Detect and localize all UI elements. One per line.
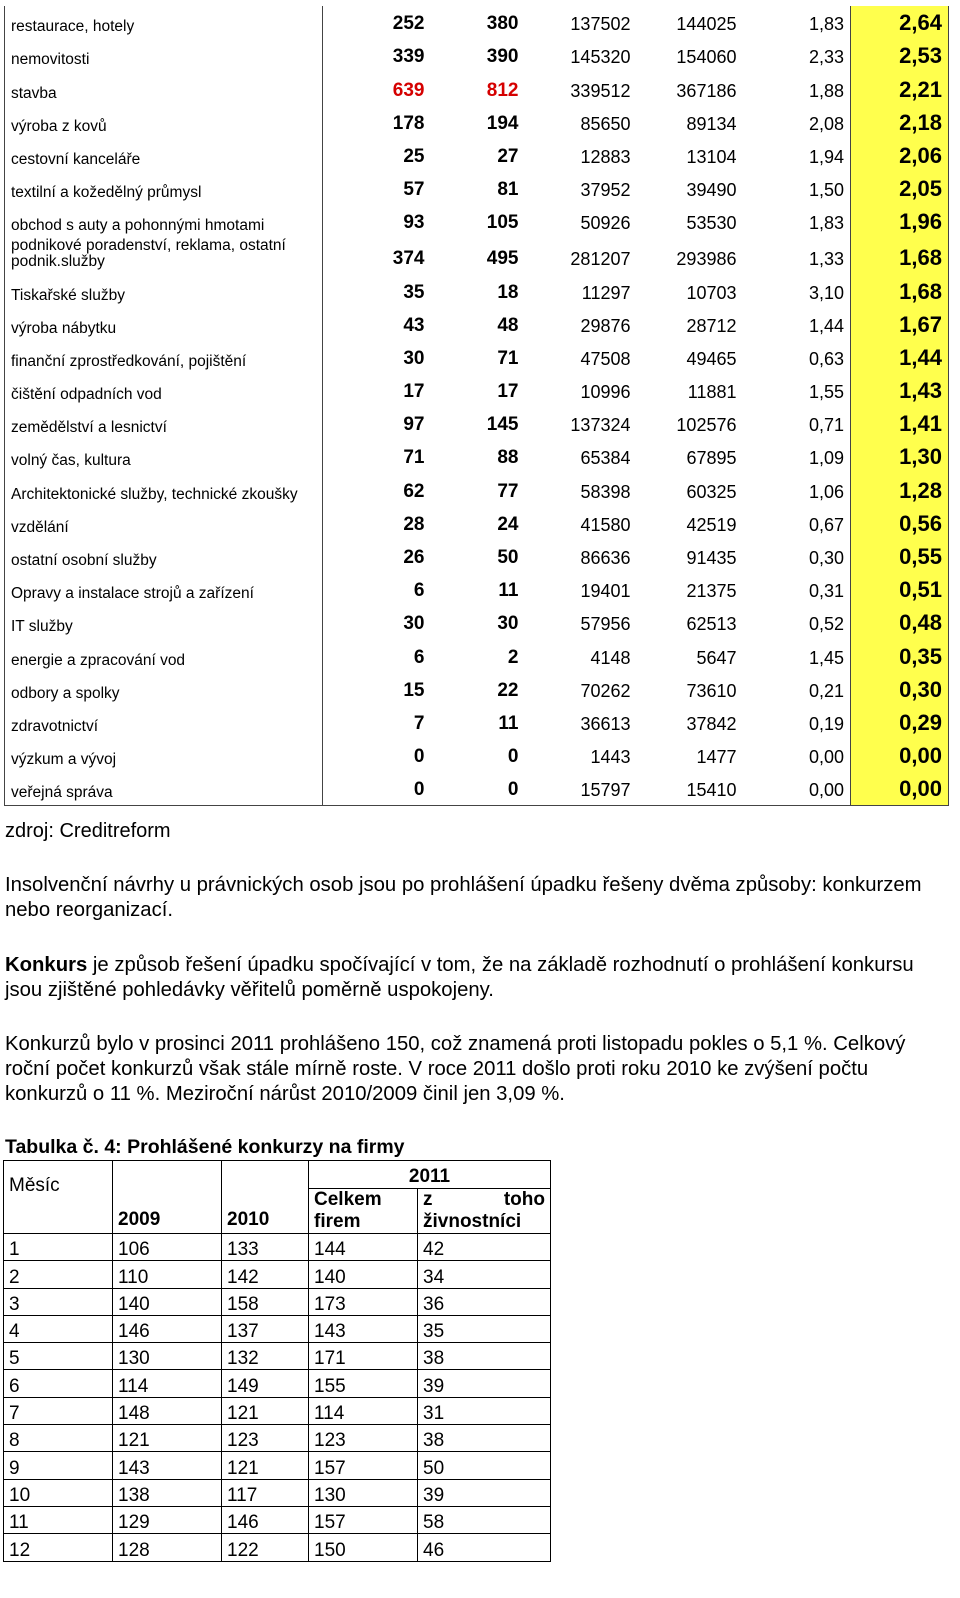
value-col2: 81 <box>497 179 519 201</box>
value-col4: 21375 <box>686 581 737 602</box>
industry-name: Tiskařské služby <box>5 274 323 307</box>
header-tradesmen <box>418 1189 551 1234</box>
header-tradesmen-line2: živnostníci <box>423 1211 522 1232</box>
value-col5: 0,19 <box>808 713 844 734</box>
value-col1: 62 <box>323 473 431 506</box>
count-2009: 129 <box>113 1506 222 1533</box>
value-col5: 0,31 <box>808 581 844 602</box>
value-col4: 367186 <box>676 80 737 101</box>
industry-row <box>5 39 949 72</box>
count-2011-total: 140 <box>309 1261 418 1288</box>
value-col3: 86636 <box>580 548 631 568</box>
header-tradesmen-word1: z <box>423 1189 433 1210</box>
industry-name: zemědělství a lesnictví <box>5 407 323 440</box>
industry-row <box>5 440 949 473</box>
bankruptcy-table-body <box>4 1234 551 1562</box>
index-value: 1,30 <box>851 440 949 473</box>
value-col1: 25 <box>323 139 431 172</box>
industry-name: podnikové poradenství, reklama, ostatní podnik.služby <box>5 238 323 274</box>
paragraph-konkurs <box>5 953 945 1003</box>
industry-row <box>5 473 949 506</box>
table-row <box>4 1425 551 1452</box>
index-value: 2,06 <box>851 139 949 172</box>
count-2010: 133 <box>222 1234 309 1261</box>
count-2010: 142 <box>222 1261 309 1288</box>
value-col2: 11 <box>498 712 519 734</box>
count-2010: 149 <box>222 1370 309 1397</box>
count-2011-tradesmen: 38 <box>418 1343 551 1370</box>
count-2009: 138 <box>113 1479 222 1506</box>
value-col4: 144025 <box>676 14 737 35</box>
header-2010: 2010 <box>222 1161 309 1234</box>
value-col2: 27 <box>497 145 519 167</box>
value-col3: 41580 <box>580 514 631 535</box>
table-row <box>4 1534 551 1561</box>
index-value: 2,18 <box>851 106 949 139</box>
month-cell: 8 <box>4 1425 113 1452</box>
value-col1: 7 <box>323 706 431 739</box>
bankruptcy-table-header <box>4 1161 551 1234</box>
value-col2: 2 <box>507 646 519 668</box>
index-value: 1,67 <box>851 308 949 341</box>
industry-name: textilní a kožedělný průmysl <box>5 172 323 205</box>
value-col2: 0 <box>431 772 525 805</box>
industry-name: ostatní osobní služby <box>5 540 323 573</box>
value-col1: 28 <box>323 507 431 540</box>
value-col5: 0,52 <box>808 614 844 635</box>
industry-row <box>5 238 949 274</box>
value-col4: 42519 <box>686 514 737 535</box>
table-row <box>4 1452 551 1479</box>
industry-row <box>5 106 949 139</box>
count-2011-tradesmen: 42 <box>418 1234 551 1261</box>
index-value: 2,64 <box>851 6 949 39</box>
value-col3: 36613 <box>580 713 631 734</box>
value-col1: 97 <box>323 407 431 440</box>
value-col5: 0,63 <box>808 348 844 369</box>
value-col1: 339 <box>323 39 431 72</box>
industry-name: veřejná správa <box>5 772 323 805</box>
index-value: 0,48 <box>851 606 949 639</box>
value-col5: 0,00 <box>743 772 851 805</box>
count-2009: 146 <box>113 1315 222 1342</box>
value-col5: 1,45 <box>808 647 844 668</box>
count-2011-total: 171 <box>309 1343 418 1370</box>
count-2011-total: 173 <box>309 1288 418 1315</box>
index-value: 0,35 <box>851 639 949 672</box>
value-col3: 19401 <box>580 581 631 602</box>
industry-row <box>5 407 949 440</box>
count-2011-tradesmen: 35 <box>418 1315 551 1342</box>
value-col1: 374 <box>323 238 431 274</box>
month-cell: 3 <box>4 1288 113 1315</box>
value-col5: 0,00 <box>808 747 844 768</box>
konkurs-term: Konkurs <box>5 954 88 976</box>
value-col3: 137502 <box>570 14 631 35</box>
value-col3: 339512 <box>570 80 631 101</box>
industry-name: restaurace, hotely <box>5 6 323 39</box>
value-col3: 70262 <box>580 680 631 701</box>
value-col2: 390 <box>486 46 519 68</box>
value-col5: 1,50 <box>808 180 844 201</box>
value-col3: 57956 <box>580 614 631 635</box>
value-col5: 2,33 <box>808 47 844 68</box>
industry-name: vzdělání <box>5 507 323 540</box>
index-value: 2,21 <box>851 72 949 105</box>
industry-name: stavba <box>5 72 323 105</box>
value-col1: 252 <box>323 6 431 39</box>
value-col3: 11297 <box>581 282 631 303</box>
month-cell: 2 <box>4 1261 113 1288</box>
value-col4: 154060 <box>676 47 737 68</box>
count-2009: 140 <box>113 1288 222 1315</box>
industry-name: finanční zprostředkování, pojištění <box>5 341 323 374</box>
value-col4: 39490 <box>686 180 737 201</box>
count-2011-total: 123 <box>309 1425 418 1452</box>
count-2011-tradesmen: 50 <box>418 1452 551 1479</box>
value-col1: 30 <box>323 341 431 374</box>
index-value: 2,53 <box>851 39 949 72</box>
value-col1: 57 <box>323 172 431 205</box>
month-cell: 12 <box>4 1534 113 1561</box>
count-2011-tradesmen: 46 <box>418 1534 551 1561</box>
value-col2: 105 <box>486 212 519 234</box>
value-col4: 15410 <box>637 772 743 805</box>
industry-row <box>5 673 949 706</box>
value-col2: 17 <box>497 381 519 403</box>
count-2010: 158 <box>222 1288 309 1315</box>
count-2011-total: 157 <box>309 1452 418 1479</box>
value-col1: 639 <box>323 72 431 105</box>
industry-name: výzkum a vývoj <box>5 739 323 772</box>
value-col3: 58398 <box>580 481 631 502</box>
value-col5: 0,21 <box>808 680 844 701</box>
industry-name: Opravy a instalace strojů a zařízení <box>5 573 323 606</box>
value-col2: 88 <box>497 447 519 469</box>
industry-row <box>5 374 949 407</box>
table-row <box>4 1370 551 1397</box>
industry-name: IT služby <box>5 606 323 639</box>
index-value: 2,05 <box>851 172 949 205</box>
value-col5: 1,09 <box>808 448 844 469</box>
source-note: zdroj: Creditreform <box>5 820 171 842</box>
industry-row <box>5 606 949 639</box>
header-total-firms <box>309 1189 418 1234</box>
value-col5: 1,55 <box>808 382 844 403</box>
value-col2: 812 <box>486 79 519 101</box>
header-2011: 2011 <box>309 1161 551 1189</box>
konkurs-definition: je způsob řešení úpadku spočívající v tom, že na základě rozhodnutí o prohlášení konkursu jsou zjištěné pohledávky věřitelů poměrně uspokojeny. <box>5 954 914 1001</box>
paragraph-insolvency: Insolvenční návrhy u právnických osob jsou po prohlášení úpadku řešeny dvěma způsoby: konkurzem nebo reorganizací. <box>5 874 922 921</box>
industry-name: energie a zpracování vod <box>5 639 323 672</box>
table-row <box>4 1315 551 1342</box>
count-2009: 114 <box>113 1370 222 1397</box>
header-tradesmen-line1 <box>423 1189 545 1211</box>
count-2011-total: 157 <box>309 1506 418 1533</box>
value-col3: 15797 <box>525 772 637 805</box>
industry-row <box>5 72 949 105</box>
value-col4: 49465 <box>686 348 737 369</box>
index-value: 0,30 <box>851 673 949 706</box>
month-cell: 4 <box>4 1315 113 1342</box>
value-col2: 48 <box>497 314 519 336</box>
index-value: 0,51 <box>851 573 949 606</box>
bankruptcy-table <box>3 1160 551 1562</box>
index-value: 1,96 <box>851 205 949 238</box>
count-2010: 121 <box>222 1397 309 1424</box>
industry-row <box>5 308 949 341</box>
count-2010: 132 <box>222 1343 309 1370</box>
value-col5: 1,94 <box>808 146 844 167</box>
header-2009: 2009 <box>113 1161 222 1234</box>
industry-name: výroba z kovů <box>5 106 323 139</box>
value-col2: 0 <box>507 746 519 768</box>
industry-row <box>5 507 949 540</box>
value-col4: 37842 <box>686 713 737 734</box>
value-col4: 60325 <box>686 481 737 502</box>
industry-name: zdravotnictví <box>5 706 323 739</box>
value-col2: 18 <box>497 281 519 303</box>
value-col4: 91435 <box>686 548 737 568</box>
value-col2: 77 <box>497 480 519 502</box>
value-col3: 4148 <box>590 647 631 668</box>
value-col5: 1,06 <box>808 481 844 502</box>
count-2011-tradesmen: 38 <box>418 1425 551 1452</box>
value-col4: 73610 <box>686 680 737 701</box>
industry-row <box>5 139 949 172</box>
month-cell: 7 <box>4 1397 113 1424</box>
index-value: 0,55 <box>851 540 949 573</box>
industry-name: čištění odpadních vod <box>5 374 323 407</box>
value-col1: 17 <box>323 374 431 407</box>
index-value: 0,29 <box>851 706 949 739</box>
value-col5: 1,83 <box>808 213 844 234</box>
month-cell: 9 <box>4 1452 113 1479</box>
value-col4: 10703 <box>686 282 737 303</box>
value-col5: 2,08 <box>808 113 844 134</box>
month-cell: 6 <box>4 1370 113 1397</box>
count-2009: 110 <box>113 1261 222 1288</box>
industry-name: odbory a spolky <box>5 673 323 706</box>
value-col2: 380 <box>486 13 519 35</box>
count-2011-tradesmen: 31 <box>418 1397 551 1424</box>
value-col4: 11881 <box>687 382 737 403</box>
index-value: 1,43 <box>851 374 949 407</box>
value-col5: 3,10 <box>808 282 844 303</box>
header-total-line2: firem <box>314 1211 361 1232</box>
value-col1: 30 <box>323 606 431 639</box>
index-value: 0,56 <box>851 507 949 540</box>
industry-name: volný čas, kultura <box>5 440 323 473</box>
count-2010: 137 <box>222 1315 309 1342</box>
industry-name: Architektonické služby, technické zkoušky <box>5 473 323 506</box>
count-2009: 106 <box>113 1234 222 1261</box>
header-month: Měsíc <box>4 1161 113 1234</box>
value-col4: 1477 <box>696 747 737 768</box>
count-2011-tradesmen: 58 <box>418 1506 551 1533</box>
count-2011-tradesmen: 36 <box>418 1288 551 1315</box>
table-caption: Tabulka č. 4: Prohlášené konkurzy na firmy <box>5 1136 405 1158</box>
value-col5: 0,71 <box>808 415 844 436</box>
header-tradesmen-word2: toho <box>503 1189 545 1210</box>
table-row <box>4 1261 551 1288</box>
value-col1: 26 <box>323 540 431 573</box>
industry-row <box>5 540 949 573</box>
header-total-line1: Celkem <box>314 1189 382 1210</box>
paragraph-statistics: Konkurzů bylo v prosinci 2011 prohlášeno 150, což znamená proti listopadu pokles o 5,1 %. Celkový roční počet konkurzů však stále mírně roste. V roce 2011 došlo proti roku 2010 ke zvýšení počtu konkurzů o 11 %. Meziroční nárůst 2010/2009 činil jen 3,09 %. <box>5 1033 906 1105</box>
industry-name: obchod s auty a pohonnými hmotami <box>5 205 323 238</box>
table-row <box>4 1343 551 1370</box>
value-col1: 43 <box>323 308 431 341</box>
value-col3: 281207 <box>570 249 631 270</box>
month-cell: 5 <box>4 1343 113 1370</box>
value-col1: 0 <box>323 739 431 772</box>
count-2010: 146 <box>222 1506 309 1533</box>
index-value: 1,68 <box>851 274 949 307</box>
industry-row <box>5 341 949 374</box>
index-value: 0,00 <box>851 772 949 805</box>
value-col3: 10996 <box>580 382 631 403</box>
count-2010: 122 <box>222 1534 309 1561</box>
value-col2: 30 <box>497 613 519 635</box>
industry-row <box>5 172 949 205</box>
value-col1: 6 <box>323 573 431 606</box>
value-col1: 93 <box>323 205 431 238</box>
industry-table <box>4 6 949 806</box>
count-2011-total: 144 <box>309 1234 418 1261</box>
table-row <box>4 1479 551 1506</box>
count-2011-tradesmen: 34 <box>418 1261 551 1288</box>
count-2009: 143 <box>113 1452 222 1479</box>
month-cell: 10 <box>4 1479 113 1506</box>
count-2009: 148 <box>113 1397 222 1424</box>
industry-row <box>5 706 949 739</box>
value-col4: 89134 <box>686 113 737 134</box>
table-row <box>4 1234 551 1261</box>
count-2009: 130 <box>113 1343 222 1370</box>
industry-name: cestovní kanceláře <box>5 139 323 172</box>
value-col1: 6 <box>323 639 431 672</box>
value-col3: 137324 <box>570 415 631 436</box>
value-col1: 178 <box>323 106 431 139</box>
value-col4: 62513 <box>686 614 737 635</box>
value-col1: 71 <box>323 440 431 473</box>
count-2010: 123 <box>222 1425 309 1452</box>
value-col4: 13104 <box>686 146 737 167</box>
value-col5: 0,30 <box>808 548 844 568</box>
count-2011-tradesmen: 39 <box>418 1370 551 1397</box>
value-col2: 194 <box>486 112 519 134</box>
table-row <box>4 1288 551 1315</box>
value-col1: 35 <box>323 274 431 307</box>
count-2011-total: 130 <box>309 1479 418 1506</box>
value-col3: 85650 <box>580 113 631 134</box>
value-col1: 0 <box>323 772 431 805</box>
table-row <box>4 1506 551 1533</box>
count-2011-total: 143 <box>309 1315 418 1342</box>
value-col2: 22 <box>497 679 519 701</box>
industry-row <box>5 205 949 238</box>
industry-row <box>5 772 949 805</box>
value-col5: 1,44 <box>808 315 844 336</box>
industry-row <box>5 274 949 307</box>
index-value: 1,41 <box>851 407 949 440</box>
value-col3: 12883 <box>580 146 631 167</box>
value-col2: 11 <box>498 580 519 602</box>
value-col5: 1,33 <box>808 249 844 270</box>
value-col5: 1,83 <box>808 14 844 35</box>
value-col3: 29876 <box>580 315 631 336</box>
value-col2: 71 <box>497 347 519 369</box>
industry-name: výroba nábytku <box>5 308 323 341</box>
index-value: 1,28 <box>851 473 949 506</box>
count-2011-total: 114 <box>309 1397 418 1424</box>
value-col4: 67895 <box>686 448 737 469</box>
industry-name: nemovitosti <box>5 39 323 72</box>
value-col1: 15 <box>323 673 431 706</box>
value-col4: 293986 <box>676 249 737 270</box>
industry-row <box>5 573 949 606</box>
count-2010: 121 <box>222 1452 309 1479</box>
month-cell: 11 <box>4 1506 113 1533</box>
value-col2: 24 <box>497 513 519 535</box>
table-row <box>4 1397 551 1424</box>
industry-table-body <box>5 6 949 805</box>
industry-row <box>5 6 949 39</box>
value-col3: 145320 <box>570 47 631 68</box>
index-value: 1,44 <box>851 341 949 374</box>
value-col3: 1443 <box>590 747 631 768</box>
value-col2: 50 <box>497 547 519 568</box>
value-col5: 0,67 <box>808 514 844 535</box>
value-col4: 102576 <box>676 415 737 436</box>
value-col3: 37952 <box>580 180 631 201</box>
industry-row <box>5 739 949 772</box>
value-col3: 50926 <box>580 213 631 234</box>
value-col4: 28712 <box>686 315 737 336</box>
count-2011-tradesmen: 39 <box>418 1479 551 1506</box>
count-2010: 117 <box>222 1479 309 1506</box>
industry-row <box>5 639 949 672</box>
value-col2: 495 <box>486 248 519 270</box>
value-col2: 145 <box>486 414 519 436</box>
count-2009: 128 <box>113 1534 222 1561</box>
value-col4: 5647 <box>696 647 737 668</box>
count-2009: 121 <box>113 1425 222 1452</box>
value-col3: 65384 <box>580 448 631 469</box>
index-value: 0,00 <box>851 739 949 772</box>
count-2011-total: 155 <box>309 1370 418 1397</box>
index-value: 1,68 <box>851 238 949 274</box>
month-cell: 1 <box>4 1234 113 1261</box>
count-2011-total: 150 <box>309 1534 418 1561</box>
value-col3: 47508 <box>580 348 631 369</box>
value-col5: 1,88 <box>808 80 844 101</box>
value-col4: 53530 <box>686 213 737 234</box>
